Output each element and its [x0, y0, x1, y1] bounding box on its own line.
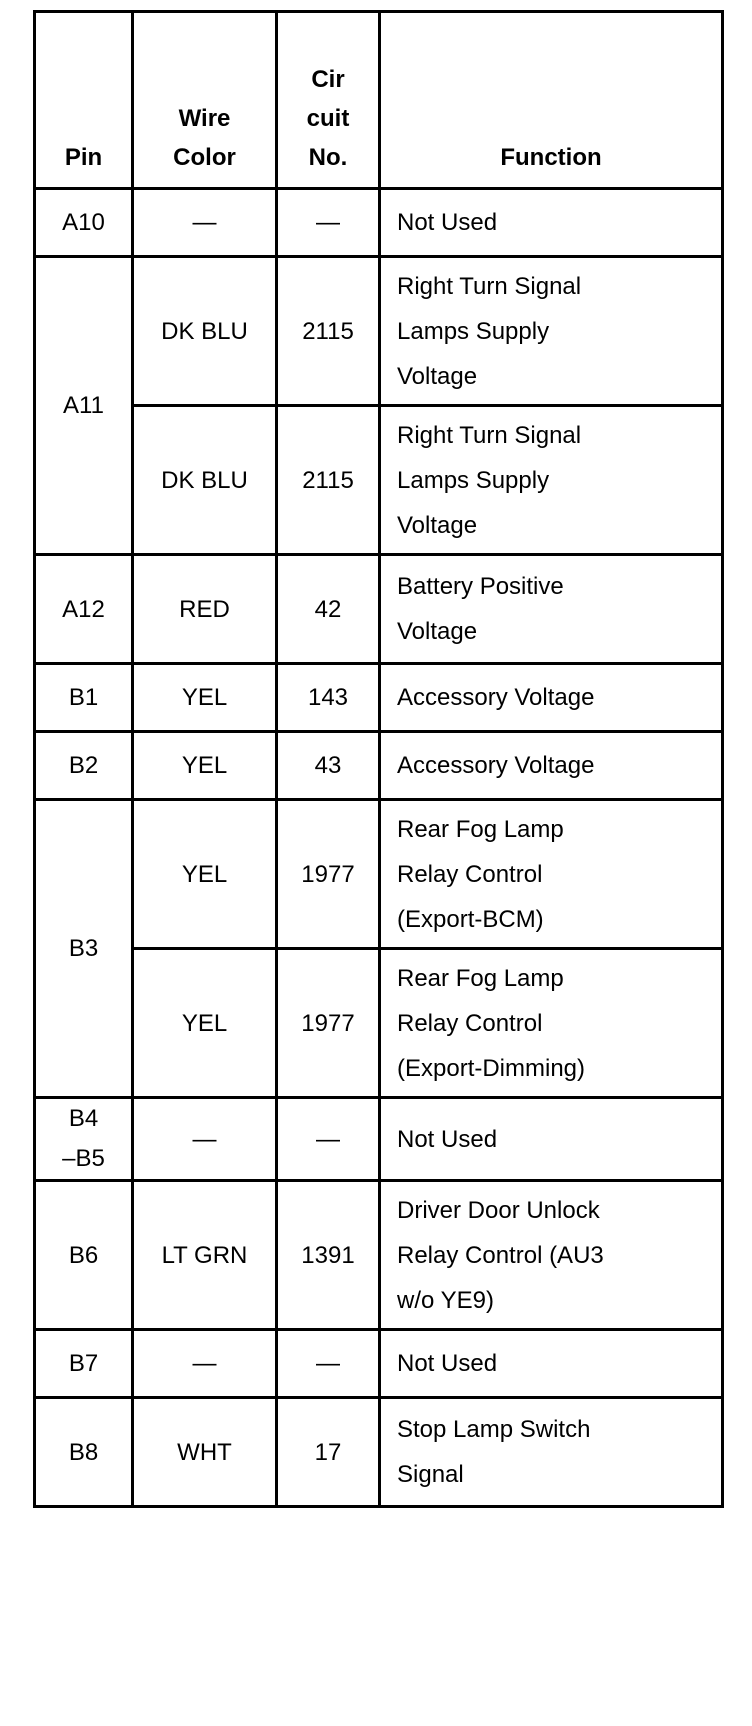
function-line: Not Used — [397, 1350, 498, 1377]
function-line: Driver Door Unlock — [397, 1196, 600, 1224]
wire-color-cell: DK BLU — [133, 406, 277, 555]
wire-color-cell: LT GRN — [133, 1181, 277, 1330]
table-row — [35, 555, 723, 664]
pin-label: –B5 — [62, 1145, 105, 1172]
circuit-number-cell: 42 — [277, 555, 380, 664]
wire-color-cell: — — [133, 189, 277, 257]
pin-label: B7 — [68, 1350, 99, 1377]
table-row — [35, 257, 723, 406]
pin-label: A11 — [63, 392, 104, 419]
circuit-number-cell: 143 — [277, 664, 380, 732]
header-pin: Pin — [35, 12, 133, 189]
function-line: Accessory Voltage — [397, 752, 595, 779]
pin-cell — [35, 1181, 133, 1330]
wire-color-cell: — — [133, 1098, 277, 1181]
circuit-number-cell: 43 — [277, 732, 380, 800]
wire-color-cell: YEL — [133, 732, 277, 800]
function-line: Right Turn Signal — [397, 272, 582, 300]
function-line: Not Used — [397, 209, 498, 236]
pin-cell — [35, 257, 133, 555]
circuit-number-cell: 1977 — [277, 949, 380, 1098]
pin-label: B3 — [68, 935, 99, 962]
pin-label: A10 — [62, 209, 105, 236]
header-circuit-number: Cir cuit No. — [277, 12, 380, 189]
pin-cell — [35, 1330, 133, 1398]
circuit-number-cell: — — [277, 1330, 380, 1398]
function-cell — [380, 800, 723, 949]
function-line: Accessory Voltage — [397, 684, 595, 711]
table-row — [35, 1181, 723, 1330]
wire-color-cell: DK BLU — [133, 257, 277, 406]
pin-label: B2 — [68, 752, 99, 779]
table-row — [35, 1330, 723, 1398]
header-wire-color: Wire Color — [133, 12, 277, 189]
pin-cell — [35, 732, 133, 800]
table-row — [35, 406, 723, 555]
circuit-number-cell: 1977 — [277, 800, 380, 949]
function-cell — [380, 1098, 723, 1181]
pin-cell — [35, 189, 133, 257]
wire-color-cell: YEL — [133, 664, 277, 732]
circuit-number-cell: 2115 — [277, 257, 380, 406]
function-line: Voltage — [397, 618, 478, 645]
pin-cell — [35, 1398, 133, 1507]
table-row — [35, 732, 723, 800]
function-line: Relay Control — [397, 860, 543, 888]
function-line: w/o YE9) — [397, 1286, 494, 1314]
function-line: Lamps Supply — [397, 317, 550, 345]
wire-color-cell: — — [133, 1330, 277, 1398]
pin-cell — [35, 555, 133, 664]
wire-color-cell: YEL — [133, 949, 277, 1098]
table-row — [35, 664, 723, 732]
function-line: Relay Control — [397, 1009, 543, 1037]
function-cell — [380, 189, 723, 257]
function-cell — [380, 257, 723, 406]
function-line: Stop Lamp Switch — [397, 1416, 591, 1443]
function-line: Voltage — [397, 511, 478, 539]
circuit-number-cell: 1391 — [277, 1181, 380, 1330]
pin-label: B4 — [68, 1105, 99, 1132]
function-cell — [380, 1398, 723, 1507]
circuit-number-cell: 17 — [277, 1398, 380, 1507]
function-line: Relay Control (AU3 — [397, 1241, 604, 1269]
function-cell — [380, 555, 723, 664]
wire-color-cell: YEL — [133, 800, 277, 949]
connector-pinout-table — [33, 10, 724, 1508]
function-cell — [380, 1181, 723, 1330]
function-cell — [380, 732, 723, 800]
function-line: Rear Fog Lamp — [397, 964, 564, 992]
function-cell — [380, 1330, 723, 1398]
table-row — [35, 949, 723, 1098]
table-row — [35, 1098, 723, 1181]
function-line: (Export-BCM) — [397, 905, 544, 933]
table-row — [35, 189, 723, 257]
function-line: Not Used — [397, 1125, 498, 1153]
pin-cell — [35, 664, 133, 732]
circuit-number-cell: — — [277, 1098, 380, 1181]
function-line: (Export-Dimming) — [397, 1054, 586, 1082]
pin-label: B1 — [68, 684, 99, 711]
pin-label: B6 — [68, 1241, 99, 1269]
circuit-number-cell: — — [277, 189, 380, 257]
function-line: Voltage — [397, 362, 478, 390]
pin-label: B8 — [68, 1438, 99, 1466]
circuit-number-cell: 2115 — [277, 406, 380, 555]
pin-cell — [35, 1098, 133, 1181]
table-row — [35, 800, 723, 949]
function-line: Right Turn Signal — [397, 421, 582, 449]
header-function: Function — [380, 12, 723, 189]
wire-color-cell: RED — [133, 555, 277, 664]
function-cell — [380, 406, 723, 555]
table-row — [35, 1398, 723, 1507]
function-cell — [380, 949, 723, 1098]
wire-color-cell: WHT — [133, 1398, 277, 1507]
table-header-row — [35, 12, 723, 189]
function-line: Rear Fog Lamp — [397, 815, 564, 843]
function-line: Lamps Supply — [397, 466, 550, 494]
function-line: Battery Positive — [397, 573, 564, 600]
function-cell — [380, 664, 723, 732]
pin-cell — [35, 800, 133, 1098]
function-line: Signal — [397, 1461, 464, 1488]
pin-label: A12 — [62, 595, 105, 623]
